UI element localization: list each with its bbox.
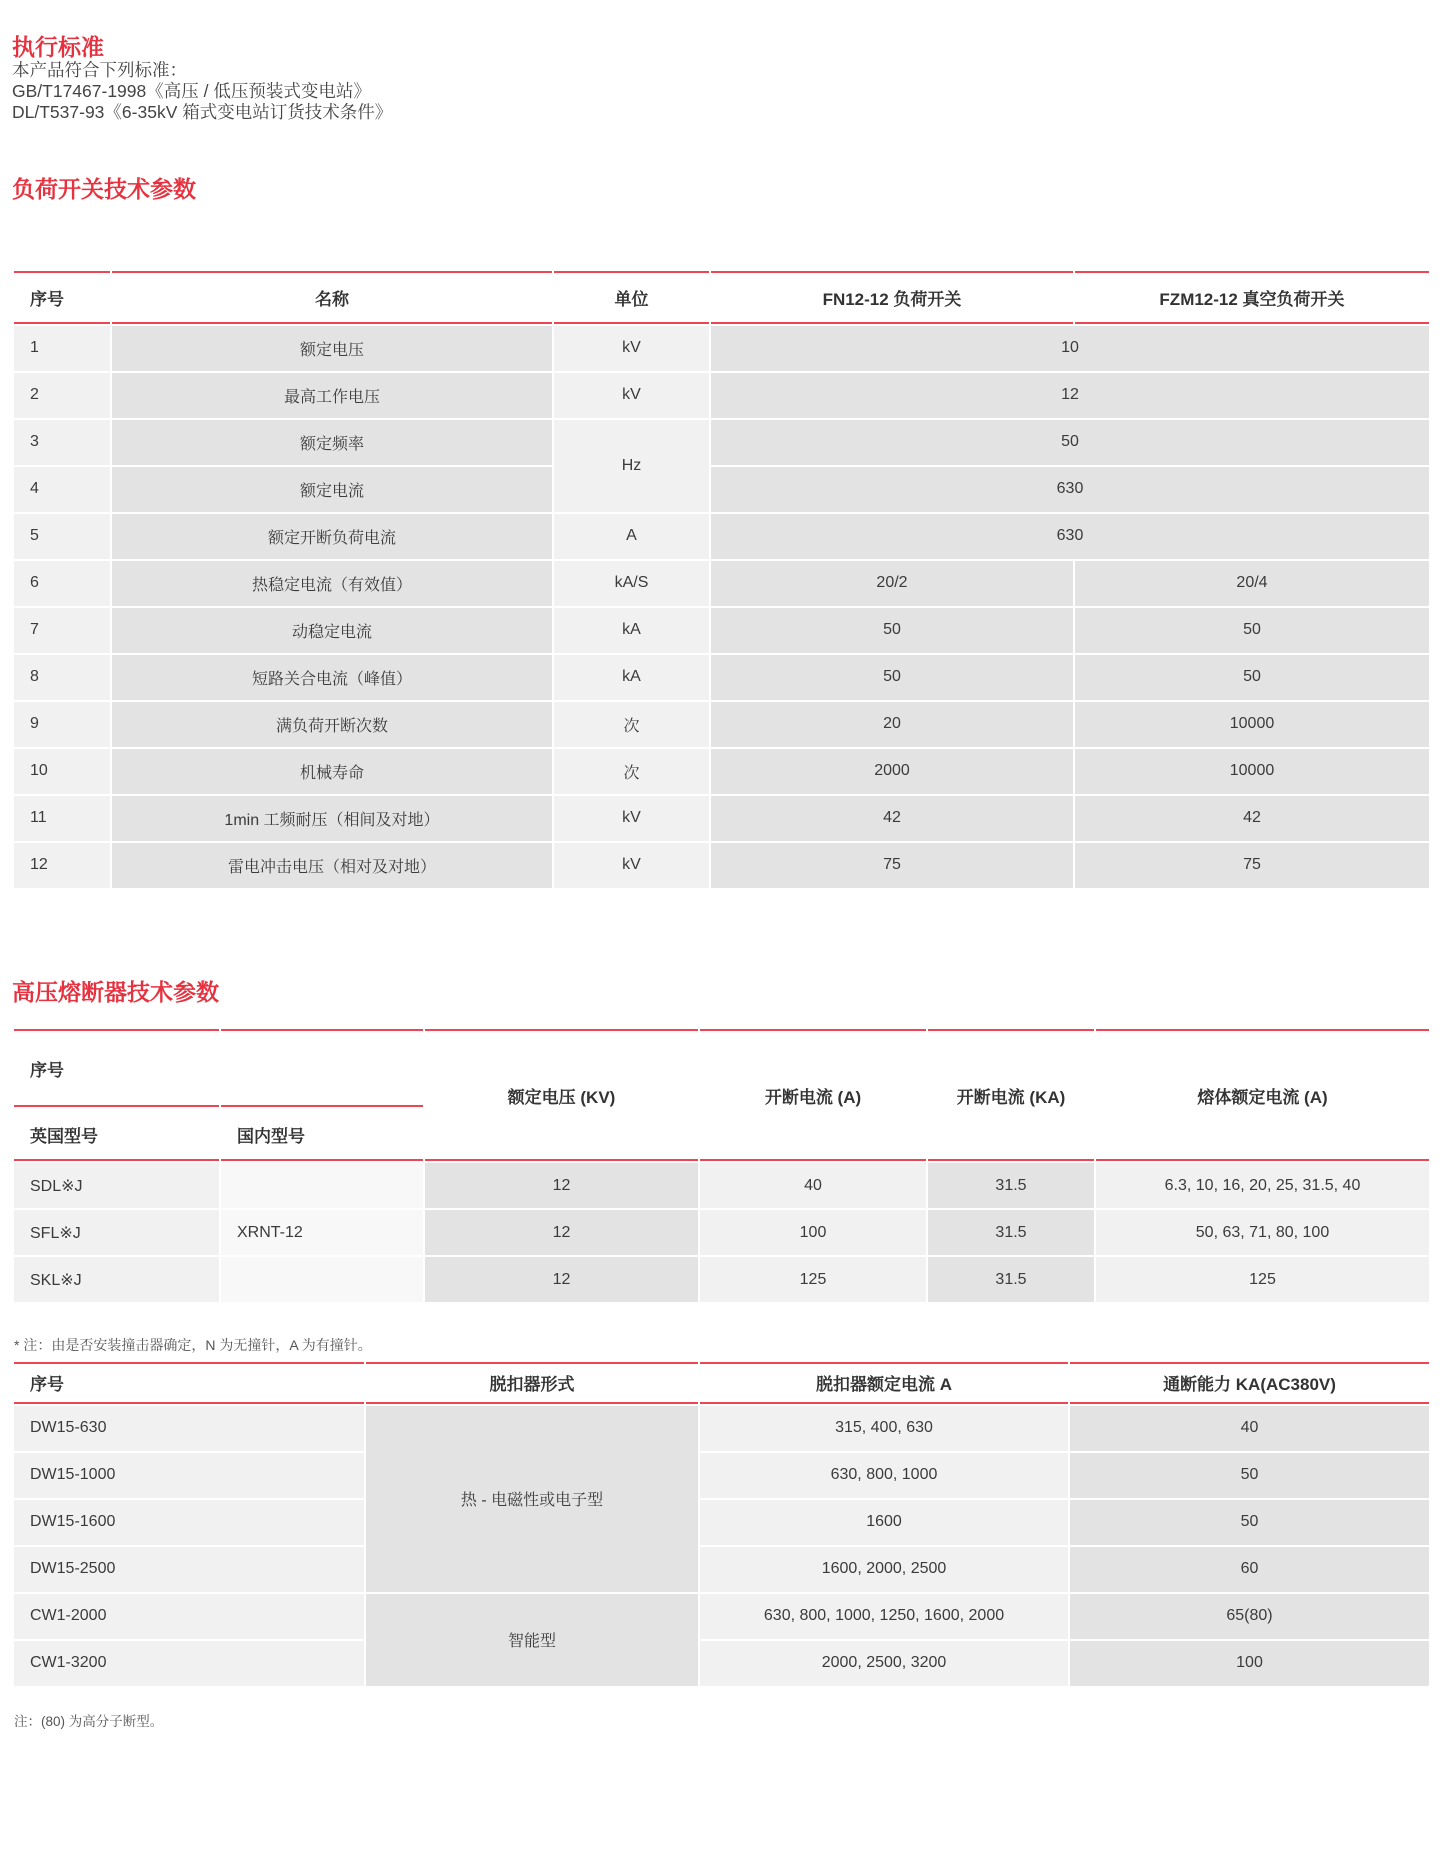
cell-name: 雷电冲击电压（相对及对地） (112, 843, 552, 888)
cell-name: 额定开断负荷电流 (112, 514, 552, 559)
cell-unit: 次 (554, 749, 709, 794)
cell-serial: 12 (14, 843, 110, 888)
col-header-serial: 序号 (14, 271, 110, 324)
cell-serial: 7 (14, 608, 110, 653)
cell-fn-value: 75 (711, 843, 1073, 888)
load-switch-spec-table (12, 269, 1431, 890)
cell-name: 额定频率 (112, 420, 552, 465)
col-header-trip-rated-current: 脱扣器额定电流 A (700, 1362, 1068, 1404)
fuse-section-title: 高压熔断器技术参数 (12, 978, 219, 1005)
cell-rated-voltage: 12 (425, 1257, 698, 1302)
cell-merged-value: 630 (711, 514, 1429, 559)
table-row (14, 796, 1429, 841)
cell-fn-value: 42 (711, 796, 1073, 841)
cell-model: DW15-2500 (14, 1547, 364, 1592)
table-row (14, 467, 1429, 512)
cell-name: 最高工作电压 (112, 373, 552, 418)
cell-name: 动稳定电流 (112, 608, 552, 653)
cell-serial: 10 (14, 749, 110, 794)
standard-item: DL/T537-93《6-35kV 箱式变电站订货技术条件》 (12, 102, 393, 123)
standard-item: GB/T17467-1998《高压 / 低压预装式变电站》 (12, 81, 371, 102)
cell-unit: kV (554, 326, 709, 371)
col-header-fn12: FN12-12 负荷开关 (711, 271, 1073, 324)
cell-trip-rated-current: 1600 (700, 1500, 1068, 1545)
cell-serial: 8 (14, 655, 110, 700)
col-header-breaking-current-ka: 开断电流 (KA) (928, 1029, 1094, 1161)
cell-unit: kA (554, 608, 709, 653)
cell-name: 热稳定电流（有效值） (112, 561, 552, 606)
table-row (14, 420, 1429, 465)
cell-uk-model: SFL※J (14, 1210, 219, 1255)
cell-breaking-current-ka: 31.5 (928, 1210, 1094, 1255)
cell-merged-value: 10 (711, 326, 1429, 371)
cell-fzm-value: 10000 (1075, 702, 1429, 747)
table-row (14, 326, 1429, 371)
cell-fn-value: 20 (711, 702, 1073, 747)
load-switch-section-title: 负荷开关技术参数 (12, 176, 196, 203)
cell-name: 满负荷开断次数 (112, 702, 552, 747)
table-header-row (14, 1362, 1429, 1404)
cell-model: DW15-1000 (14, 1453, 364, 1498)
cell-serial: 2 (14, 373, 110, 418)
cell-switching-capacity: 60 (1070, 1547, 1429, 1592)
cell-cn-model: XRNT-12 (221, 1210, 423, 1255)
cell-serial: 5 (14, 514, 110, 559)
cell-model: DW15-1600 (14, 1500, 364, 1545)
breaker-footnote: 注：(80) 为高分子断型。 (14, 1713, 164, 1729)
cell-fn-value: 50 (711, 608, 1073, 653)
table-row (14, 843, 1429, 888)
cell-serial: 3 (14, 420, 110, 465)
cell-cn-model (221, 1163, 423, 1208)
cell-unit: 次 (554, 702, 709, 747)
cell-unit: kV (554, 843, 709, 888)
table-row (14, 1257, 1429, 1302)
cell-serial: 9 (14, 702, 110, 747)
cell-fn-value: 50 (711, 655, 1073, 700)
cell-trip-rated-current: 630, 800, 1000, 1250, 1600, 2000 (700, 1594, 1068, 1639)
cell-trip-type-merged: 智能型 (366, 1594, 698, 1686)
cell-unit: A (554, 514, 709, 559)
standards-intro: 本产品符合下列标准： (12, 60, 187, 81)
cell-unit: kV (554, 373, 709, 418)
cell-rated-voltage: 12 (425, 1210, 698, 1255)
fuse-spec-table (12, 1027, 1431, 1304)
cell-fn-value: 20/2 (711, 561, 1073, 606)
table-row (14, 1547, 1429, 1592)
cell-fzm-value: 75 (1075, 843, 1429, 888)
table-header-row (14, 271, 1429, 324)
cell-model: CW1-3200 (14, 1641, 364, 1686)
cell-breaking-current-a: 125 (700, 1257, 926, 1302)
cell-fn-value: 2000 (711, 749, 1073, 794)
cell-name: 1min 工频耐压（相间及对地） (112, 796, 552, 841)
cell-fzm-value: 50 (1075, 608, 1429, 653)
cell-model: DW15-630 (14, 1406, 364, 1451)
cell-unit-merged: Hz (554, 420, 709, 512)
cell-fzm-value: 10000 (1075, 749, 1429, 794)
col-header-uk-model: 英国型号 (14, 1109, 219, 1161)
cell-breaking-current-ka: 31.5 (928, 1257, 1094, 1302)
fuse-footnote: * 注：由是否安装撞击器确定，N 为无撞针，A 为有撞针。 (14, 1337, 372, 1354)
cell-switching-capacity: 100 (1070, 1641, 1429, 1686)
cell-trip-rated-current: 1600, 2000, 2500 (700, 1547, 1068, 1592)
col-header-serial: 序号 (14, 1029, 219, 1107)
cell-serial: 11 (14, 796, 110, 841)
cell-serial: 6 (14, 561, 110, 606)
document-page (0, 34, 1443, 1731)
table-row (14, 608, 1429, 653)
table-row (14, 1210, 1429, 1255)
cell-fuse-rated-current: 6.3, 10, 16, 20, 25, 31.5, 40 (1096, 1163, 1429, 1208)
cell-unit: kV (554, 796, 709, 841)
table-row (14, 1453, 1429, 1498)
cell-name: 额定电流 (112, 467, 552, 512)
cell-serial: 1 (14, 326, 110, 371)
cell-merged-value: 50 (711, 420, 1429, 465)
cell-unit: kA (554, 655, 709, 700)
cell-trip-type-merged: 热 - 电磁性或电子型 (366, 1406, 698, 1592)
cell-rated-voltage: 12 (425, 1163, 698, 1208)
cell-merged-value: 630 (711, 467, 1429, 512)
standards-section-title: 执行标准 (12, 34, 104, 60)
col-header-serial-spacer (221, 1029, 423, 1107)
cell-serial: 4 (14, 467, 110, 512)
cell-model: CW1-2000 (14, 1594, 364, 1639)
cell-unit: kA/S (554, 561, 709, 606)
cell-merged-value: 12 (711, 373, 1429, 418)
cell-uk-model: SDL※J (14, 1163, 219, 1208)
col-header-rated-voltage: 额定电压 (KV) (425, 1029, 698, 1161)
table-row (14, 1500, 1429, 1545)
cell-trip-rated-current: 630, 800, 1000 (700, 1453, 1068, 1498)
table-row (14, 655, 1429, 700)
cell-uk-model: SKL※J (14, 1257, 219, 1302)
table-row (14, 1641, 1429, 1686)
table-header-row (14, 1029, 1429, 1107)
col-header-unit: 单位 (554, 271, 709, 324)
col-header-name: 名称 (112, 271, 552, 324)
col-header-cn-model: 国内型号 (221, 1109, 423, 1161)
cell-name: 机械寿命 (112, 749, 552, 794)
cell-switching-capacity: 65(80) (1070, 1594, 1429, 1639)
cell-fuse-rated-current: 50, 63, 71, 80, 100 (1096, 1210, 1429, 1255)
breaker-spec-table (12, 1360, 1431, 1688)
cell-breaking-current-a: 40 (700, 1163, 926, 1208)
table-row (14, 1163, 1429, 1208)
cell-fzm-value: 42 (1075, 796, 1429, 841)
cell-fuse-rated-current: 125 (1096, 1257, 1429, 1302)
table-row (14, 749, 1429, 794)
cell-trip-rated-current: 2000, 2500, 3200 (700, 1641, 1068, 1686)
cell-name: 额定电压 (112, 326, 552, 371)
table-row (14, 373, 1429, 418)
table-row (14, 1406, 1429, 1451)
col-header-breaking-current-a: 开断电流 (A) (700, 1029, 926, 1161)
cell-fzm-value: 20/4 (1075, 561, 1429, 606)
col-header-fzm12: FZM12-12 真空负荷开关 (1075, 271, 1429, 324)
cell-breaking-current-a: 100 (700, 1210, 926, 1255)
col-header-trip-type: 脱扣器形式 (366, 1362, 698, 1404)
cell-switching-capacity: 50 (1070, 1453, 1429, 1498)
table-row (14, 514, 1429, 559)
cell-name: 短路关合电流（峰值） (112, 655, 552, 700)
table-row (14, 702, 1429, 747)
cell-switching-capacity: 50 (1070, 1500, 1429, 1545)
col-header-fuse-rated-current: 熔体额定电流 (A) (1096, 1029, 1429, 1161)
col-header-switching-capacity: 通断能力 KA(AC380V) (1070, 1362, 1429, 1404)
table-row (14, 561, 1429, 606)
col-header-serial: 序号 (14, 1362, 364, 1404)
cell-cn-model (221, 1257, 423, 1302)
cell-switching-capacity: 40 (1070, 1406, 1429, 1451)
table-row (14, 1594, 1429, 1639)
cell-fzm-value: 50 (1075, 655, 1429, 700)
cell-breaking-current-ka: 31.5 (928, 1163, 1094, 1208)
cell-trip-rated-current: 315, 400, 630 (700, 1406, 1068, 1451)
